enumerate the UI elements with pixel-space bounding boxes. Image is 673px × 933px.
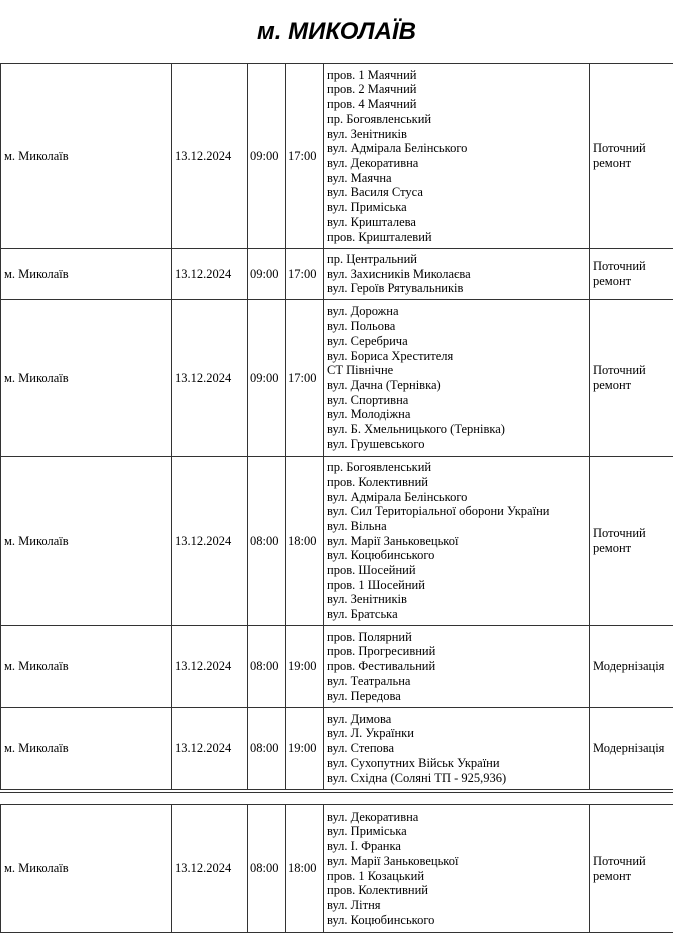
street-item: вул. Вільна [327, 519, 586, 534]
street-item: вул. І. Франка [327, 839, 586, 854]
city-cell: м. Миколаїв [1, 626, 172, 708]
start-time-cell: 08:00 [248, 708, 286, 790]
work-type-cell: Модернізація [590, 708, 673, 790]
street-item: вул. Дорожна [327, 304, 586, 319]
table-row [1, 708, 673, 790]
outage-schedule-table [0, 63, 673, 790]
city-cell: м. Миколаїв [1, 805, 172, 933]
street-item: вул. Марії Заньковецької [327, 854, 586, 869]
end-time-cell: 18:00 [286, 457, 324, 626]
street-item: вул. Зенітників [327, 592, 586, 607]
street-item: вул. Приміська [327, 200, 586, 215]
street-item: вул. Декоративна [327, 810, 586, 825]
street-item: вул. Димова [327, 712, 586, 727]
street-item: вул. Молодіжна [327, 407, 586, 422]
date-cell: 13.12.2024 [172, 626, 248, 708]
street-item: вул. Степова [327, 741, 586, 756]
work-type-cell: Поточний ремонт [590, 300, 673, 457]
city-cell: м. Миколаїв [1, 300, 172, 457]
street-item: СТ Північне [327, 363, 586, 378]
street-item: вул. Марії Заньковецької [327, 534, 586, 549]
start-time-cell: 08:00 [248, 626, 286, 708]
street-item: вул. Сил Територіальної оборони України [327, 504, 586, 519]
end-time-cell: 19:00 [286, 708, 324, 790]
work-type-cell: Модернізація [590, 626, 673, 708]
city-cell: м. Миколаїв [1, 64, 172, 249]
date-cell: 13.12.2024 [172, 64, 248, 249]
start-time-cell: 09:00 [248, 300, 286, 457]
table-row [1, 805, 673, 933]
city-cell: м. Миколаїв [1, 708, 172, 790]
street-item: вул. Л. Українки [327, 726, 586, 741]
street-item: вул. Дачна (Тернівка) [327, 378, 586, 393]
streets-cell [324, 300, 590, 457]
streets-cell [324, 805, 590, 933]
street-item: вул. Адмірала Белінського [327, 490, 586, 505]
street-item: пров. 2 Маячний [327, 82, 586, 97]
street-item: пр. Центральний [327, 252, 586, 267]
street-item: пров. Колективний [327, 883, 586, 898]
date-cell: 13.12.2024 [172, 708, 248, 790]
street-item: вул. Адмірала Белінського [327, 141, 586, 156]
street-item: вул. Передова [327, 689, 586, 704]
street-item: вул. Бориса Хрестителя [327, 349, 586, 364]
outage-schedule-table-continued [0, 804, 673, 933]
street-item: пров. 1 Шосейний [327, 578, 586, 593]
date-cell: 13.12.2024 [172, 300, 248, 457]
city-cell: м. Миколаїв [1, 249, 172, 300]
table-row [1, 626, 673, 708]
start-time-cell: 09:00 [248, 249, 286, 300]
page-title: м. МИКОЛАЇВ [0, 14, 673, 50]
table-row [1, 249, 673, 300]
streets-cell [324, 708, 590, 790]
end-time-cell: 17:00 [286, 249, 324, 300]
date-cell: 13.12.2024 [172, 805, 248, 933]
table-row [1, 300, 673, 457]
work-type-cell: Поточний ремонт [590, 249, 673, 300]
street-item: вул. Серебрича [327, 334, 586, 349]
street-item: пров. Кришталевий [327, 230, 586, 245]
street-item: пр. Богоявленський [327, 460, 586, 475]
table-divider [0, 792, 673, 793]
street-item: вул. Братська [327, 607, 586, 622]
date-cell: 13.12.2024 [172, 457, 248, 626]
street-item: вул. Декоративна [327, 156, 586, 171]
street-item: пров. 1 Маячний [327, 68, 586, 83]
street-item: пров. Фестивальний [327, 659, 586, 674]
streets-cell [324, 249, 590, 300]
street-item: вул. Східна (Соляні ТП - 925,936) [327, 771, 586, 786]
street-item: вул. Василя Стуса [327, 185, 586, 200]
street-item: вул. Маячна [327, 171, 586, 186]
end-time-cell: 19:00 [286, 626, 324, 708]
street-item: вул. Сухопутних Військ України [327, 756, 586, 771]
street-item: вул. Театральна [327, 674, 586, 689]
street-item: пров. Шосейний [327, 563, 586, 578]
work-type-cell: Поточний ремонт [590, 64, 673, 249]
street-item: пров. Полярний [327, 630, 586, 645]
street-item: вул. Коцюбинського [327, 548, 586, 563]
street-item: вул. Б. Хмельницького (Тернівка) [327, 422, 586, 437]
end-time-cell: 17:00 [286, 64, 324, 249]
work-type-cell: Поточний ремонт [590, 805, 673, 933]
street-item: вул. Спортивна [327, 393, 586, 408]
street-item: вул. Зенітників [327, 127, 586, 142]
street-item: пров. Колективний [327, 475, 586, 490]
start-time-cell: 08:00 [248, 457, 286, 626]
start-time-cell: 08:00 [248, 805, 286, 933]
street-item: вул. Героїв Рятувальників [327, 281, 586, 296]
street-item: пров. 4 Маячний [327, 97, 586, 112]
start-time-cell: 09:00 [248, 64, 286, 249]
table-row [1, 64, 673, 249]
end-time-cell: 17:00 [286, 300, 324, 457]
work-type-cell: Поточний ремонт [590, 457, 673, 626]
street-item: вул. Коцюбинського [327, 913, 586, 928]
street-item: вул. Кришталева [327, 215, 586, 230]
date-cell: 13.12.2024 [172, 249, 248, 300]
streets-cell [324, 457, 590, 626]
street-item: вул. Приміська [327, 824, 586, 839]
street-item: вул. Літня [327, 898, 586, 913]
street-item: вул. Грушевського [327, 437, 586, 452]
streets-cell [324, 626, 590, 708]
street-item: вул. Захисників Миколаєва [327, 267, 586, 282]
city-cell: м. Миколаїв [1, 457, 172, 626]
street-item: пров. 1 Козацький [327, 869, 586, 884]
table-row [1, 457, 673, 626]
street-item: пр. Богоявленський [327, 112, 586, 127]
streets-cell [324, 64, 590, 249]
street-item: пров. Прогресивний [327, 644, 586, 659]
end-time-cell: 18:00 [286, 805, 324, 933]
street-item: вул. Польова [327, 319, 586, 334]
